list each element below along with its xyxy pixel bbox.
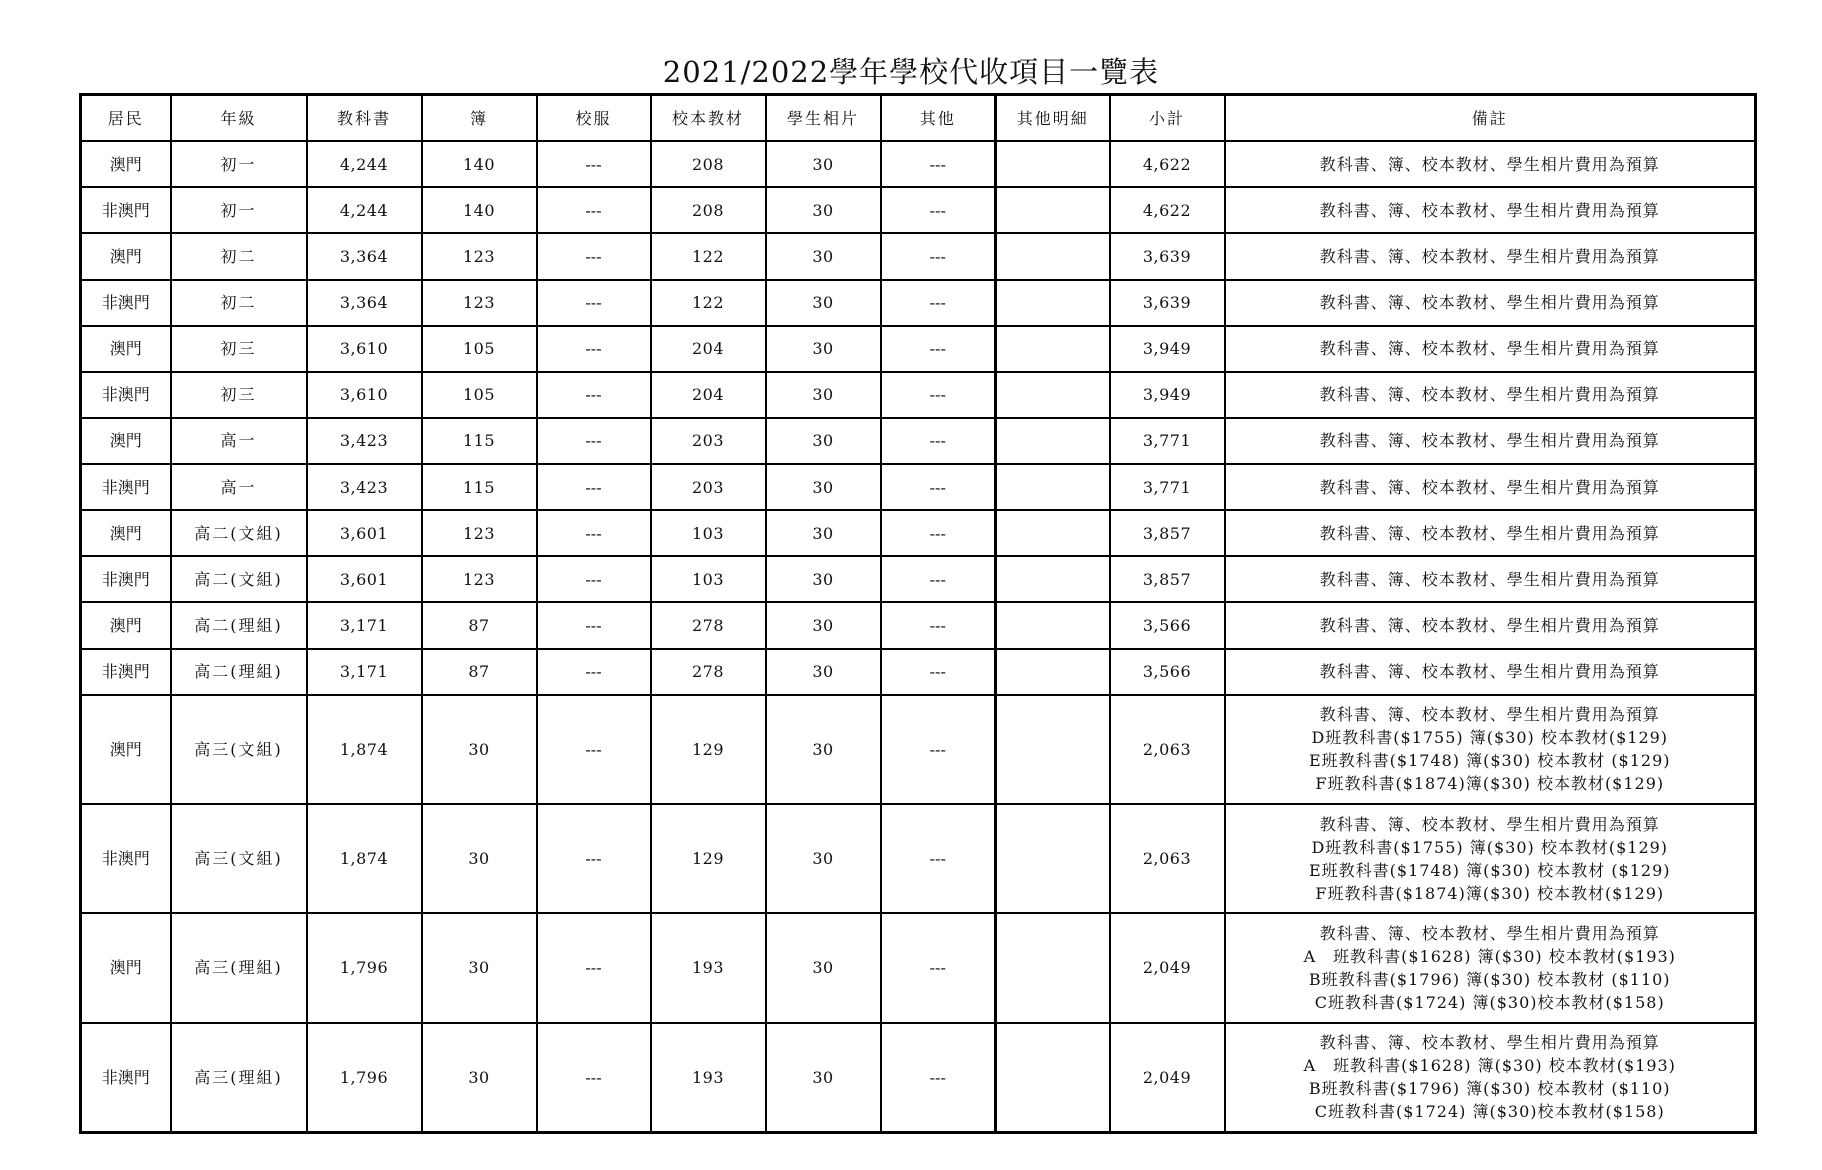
cell-uniform: --- [537, 556, 651, 602]
cell-subtotal: 2,063 [1110, 695, 1225, 804]
cell-resident: 非澳門 [81, 804, 171, 913]
header-grade: 年級 [171, 95, 307, 142]
remark-line: 教科書、簿、校本教材、學生相片費用為預算 [1319, 293, 1660, 313]
cell-photo: 30 [766, 187, 881, 233]
cell-subtotal: 3,857 [1110, 556, 1225, 602]
cell-remarks [1225, 602, 1756, 648]
cell-resident: 澳門 [81, 233, 171, 279]
cell-other-detail [996, 556, 1110, 602]
cell-other-detail [996, 510, 1110, 556]
remark-line: 教科書、簿、校本教材、學生相片費用為預算 [1319, 200, 1660, 220]
remark-line: 教科書、簿、校本教材、學生相片費用為預算 [1319, 431, 1660, 451]
cell-resident: 非澳門 [81, 649, 171, 695]
table-row [81, 187, 1756, 233]
cell-remarks [1225, 326, 1756, 372]
cell-notebook: 123 [422, 510, 537, 556]
cell-remarks [1225, 1023, 1756, 1133]
cell-school-material: 103 [651, 556, 766, 602]
cell-remarks [1225, 649, 1756, 695]
cell-other-detail [996, 695, 1110, 804]
cell-notebook: 123 [422, 233, 537, 279]
cell-other: --- [881, 326, 996, 372]
table-row [81, 280, 1756, 326]
cell-school-material: 278 [651, 602, 766, 648]
cell-notebook: 105 [422, 372, 537, 418]
header-school-material: 校本教材 [651, 95, 766, 142]
fee-table-body [81, 95, 1756, 1133]
cell-other: --- [881, 280, 996, 326]
cell-photo: 30 [766, 141, 881, 187]
cell-other-detail [996, 418, 1110, 464]
cell-photo: 30 [766, 326, 881, 372]
cell-notebook: 115 [422, 418, 537, 464]
cell-notebook: 87 [422, 649, 537, 695]
cell-notebook: 87 [422, 602, 537, 648]
cell-notebook: 30 [422, 1023, 537, 1133]
cell-remarks [1225, 418, 1756, 464]
table-row [81, 372, 1756, 418]
cell-uniform: --- [537, 510, 651, 556]
cell-textbook: 3,364 [307, 233, 422, 279]
cell-school-material: 193 [651, 913, 766, 1022]
cell-resident: 澳門 [81, 913, 171, 1022]
cell-other: --- [881, 141, 996, 187]
cell-school-material: 103 [651, 510, 766, 556]
remark-line: 教科書、簿、校本教材、學生相片費用為預算 [1319, 339, 1660, 359]
cell-remarks [1225, 372, 1756, 418]
cell-grade: 高二(文組) [171, 556, 307, 602]
cell-other-detail [996, 187, 1110, 233]
cell-school-material: 129 [651, 804, 766, 913]
cell-other-detail [996, 464, 1110, 510]
cell-resident: 非澳門 [81, 187, 171, 233]
cell-grade: 初三 [171, 326, 307, 372]
remark-line: D班教科書($1755) 簿($30) 校本教材($129) [1311, 728, 1669, 748]
cell-uniform: --- [537, 804, 651, 913]
table-row [81, 804, 1756, 913]
cell-notebook: 105 [422, 326, 537, 372]
cell-other: --- [881, 372, 996, 418]
header-resident: 居民 [81, 95, 171, 142]
cell-textbook: 3,423 [307, 464, 422, 510]
cell-resident: 澳門 [81, 418, 171, 464]
cell-photo: 30 [766, 464, 881, 510]
cell-subtotal: 3,857 [1110, 510, 1225, 556]
remark-line: 教科書、簿、校本教材、學生相片費用為預算 [1319, 385, 1660, 405]
remark-line: 教科書、簿、校本教材、學生相片費用為預算 [1319, 523, 1660, 543]
cell-remarks [1225, 187, 1756, 233]
cell-subtotal: 3,949 [1110, 372, 1225, 418]
table-row [81, 913, 1756, 1022]
cell-uniform: --- [537, 187, 651, 233]
cell-textbook: 4,244 [307, 187, 422, 233]
cell-remarks [1225, 510, 1756, 556]
table-row [81, 464, 1756, 510]
header-uniform: 校服 [537, 95, 651, 142]
cell-uniform: --- [537, 326, 651, 372]
table-row [81, 1023, 1756, 1133]
header-other-detail: 其他明細 [996, 95, 1110, 142]
header-subtotal: 小計 [1110, 95, 1225, 142]
cell-resident: 澳門 [81, 602, 171, 648]
cell-other: --- [881, 418, 996, 464]
header-photo: 學生相片 [766, 95, 881, 142]
cell-notebook: 140 [422, 187, 537, 233]
remark-line: 教科書、簿、校本教材、學生相片費用為預算 [1319, 477, 1660, 497]
cell-subtotal: 3,566 [1110, 649, 1225, 695]
table-row [81, 695, 1756, 804]
cell-school-material: 122 [651, 233, 766, 279]
cell-textbook: 3,423 [307, 418, 422, 464]
cell-other-detail [996, 141, 1110, 187]
cell-other-detail [996, 602, 1110, 648]
cell-uniform: --- [537, 913, 651, 1022]
cell-other-detail [996, 804, 1110, 913]
cell-photo: 30 [766, 556, 881, 602]
table-row [81, 233, 1756, 279]
cell-textbook: 3,364 [307, 280, 422, 326]
cell-school-material: 129 [651, 695, 766, 804]
remark-line: 教科書、簿、校本教材、學生相片費用為預算 [1319, 1033, 1660, 1053]
cell-photo: 30 [766, 510, 881, 556]
cell-other: --- [881, 510, 996, 556]
cell-resident: 非澳門 [81, 280, 171, 326]
header-row [81, 95, 1756, 142]
cell-notebook: 123 [422, 280, 537, 326]
cell-textbook: 1,874 [307, 695, 422, 804]
cell-grade: 高二(文組) [171, 510, 307, 556]
cell-grade: 初二 [171, 233, 307, 279]
cell-uniform: --- [537, 602, 651, 648]
cell-textbook: 4,244 [307, 141, 422, 187]
cell-photo: 30 [766, 695, 881, 804]
cell-photo: 30 [766, 602, 881, 648]
cell-photo: 30 [766, 1023, 881, 1133]
cell-grade: 初三 [171, 372, 307, 418]
cell-notebook: 140 [422, 141, 537, 187]
cell-grade: 初一 [171, 141, 307, 187]
remark-line: E班教科書($1748) 簿($30) 校本教材 ($129) [1308, 751, 1671, 771]
table-row [81, 556, 1756, 602]
remark-line: B班教科書($1796) 簿($30) 校本教材 ($110) [1308, 1079, 1671, 1099]
table-row [81, 326, 1756, 372]
cell-school-material: 203 [651, 418, 766, 464]
cell-uniform: --- [537, 280, 651, 326]
remark-line: E班教科書($1748) 簿($30) 校本教材 ($129) [1308, 860, 1671, 880]
cell-resident: 非澳門 [81, 464, 171, 510]
cell-photo: 30 [766, 418, 881, 464]
cell-textbook: 3,610 [307, 372, 422, 418]
cell-other: --- [881, 913, 996, 1022]
cell-other: --- [881, 187, 996, 233]
cell-uniform: --- [537, 1023, 651, 1133]
cell-other: --- [881, 695, 996, 804]
remark-line: C班教科書($1724) 簿($30)校本教材($158) [1314, 1102, 1665, 1122]
fee-table [79, 93, 1757, 1134]
cell-subtotal: 4,622 [1110, 187, 1225, 233]
remark-line: C班教科書($1724) 簿($30)校本教材($158) [1314, 992, 1665, 1012]
cell-grade: 高一 [171, 464, 307, 510]
cell-remarks [1225, 233, 1756, 279]
cell-photo: 30 [766, 913, 881, 1022]
cell-remarks [1225, 141, 1756, 187]
cell-uniform: --- [537, 464, 651, 510]
cell-uniform: --- [537, 233, 651, 279]
cell-photo: 30 [766, 372, 881, 418]
cell-subtotal: 2,063 [1110, 804, 1225, 913]
cell-uniform: --- [537, 418, 651, 464]
cell-other-detail [996, 649, 1110, 695]
cell-subtotal: 2,049 [1110, 913, 1225, 1022]
cell-subtotal: 2,049 [1110, 1023, 1225, 1133]
remark-line: D班教科書($1755) 簿($30) 校本教材($129) [1311, 837, 1669, 857]
cell-school-material: 204 [651, 372, 766, 418]
cell-subtotal: 3,771 [1110, 418, 1225, 464]
cell-other-detail [996, 913, 1110, 1022]
cell-remarks [1225, 804, 1756, 913]
cell-school-material: 208 [651, 187, 766, 233]
cell-uniform: --- [537, 141, 651, 187]
cell-other: --- [881, 649, 996, 695]
cell-subtotal: 3,771 [1110, 464, 1225, 510]
cell-other-detail [996, 326, 1110, 372]
cell-other: --- [881, 556, 996, 602]
cell-textbook: 1,796 [307, 913, 422, 1022]
cell-textbook: 1,874 [307, 804, 422, 913]
cell-other-detail [996, 372, 1110, 418]
cell-textbook: 3,601 [307, 556, 422, 602]
cell-other: --- [881, 602, 996, 648]
remark-line: 教科書、簿、校本教材、學生相片費用為預算 [1319, 246, 1660, 266]
cell-photo: 30 [766, 804, 881, 913]
cell-remarks [1225, 556, 1756, 602]
remark-line: A 班教科書($1628) 簿($30) 校本教材($193) [1303, 1056, 1676, 1076]
remark-line: 教科書、簿、校本教材、學生相片費用為預算 [1319, 923, 1660, 943]
header-other: 其他 [881, 95, 996, 142]
cell-school-material: 204 [651, 326, 766, 372]
remark-line: 教科書、簿、校本教材、學生相片費用為預算 [1319, 569, 1660, 589]
cell-school-material: 193 [651, 1023, 766, 1133]
cell-textbook: 3,601 [307, 510, 422, 556]
remark-line: 教科書、簿、校本教材、學生相片費用為預算 [1319, 814, 1660, 834]
cell-textbook: 3,171 [307, 649, 422, 695]
page-title: 2021/2022學年學校代收項目一覽表 [662, 55, 1160, 89]
cell-subtotal: 3,949 [1110, 326, 1225, 372]
cell-notebook: 123 [422, 556, 537, 602]
cell-other: --- [881, 804, 996, 913]
cell-remarks [1225, 280, 1756, 326]
cell-photo: 30 [766, 280, 881, 326]
cell-resident: 澳門 [81, 695, 171, 804]
remark-line: 教科書、簿、校本教材、學生相片費用為預算 [1319, 154, 1660, 174]
cell-other: --- [881, 1023, 996, 1133]
cell-subtotal: 3,639 [1110, 280, 1225, 326]
remark-line: A 班教科書($1628) 簿($30) 校本教材($193) [1303, 946, 1676, 966]
table-row [81, 510, 1756, 556]
cell-uniform: --- [537, 649, 651, 695]
cell-uniform: --- [537, 695, 651, 804]
cell-other: --- [881, 233, 996, 279]
cell-grade: 高一 [171, 418, 307, 464]
cell-notebook: 30 [422, 695, 537, 804]
remark-line: B班教科書($1796) 簿($30) 校本教材 ($110) [1308, 969, 1671, 989]
cell-textbook: 1,796 [307, 1023, 422, 1133]
remark-line: 教科書、簿、校本教材、學生相片費用為預算 [1319, 615, 1660, 635]
cell-resident: 非澳門 [81, 1023, 171, 1133]
cell-other-detail [996, 1023, 1110, 1133]
cell-grade: 高三(理組) [171, 1023, 307, 1133]
cell-resident: 澳門 [81, 326, 171, 372]
cell-textbook: 3,610 [307, 326, 422, 372]
remark-line: F班教科書($1874)簿($30) 校本教材($129) [1315, 774, 1665, 794]
cell-grade: 高二(理組) [171, 649, 307, 695]
cell-other-detail [996, 233, 1110, 279]
cell-grade: 高三(文組) [171, 804, 307, 913]
header-notebook: 簿 [422, 95, 537, 142]
cell-grade: 初二 [171, 280, 307, 326]
cell-remarks [1225, 695, 1756, 804]
cell-school-material: 122 [651, 280, 766, 326]
cell-school-material: 208 [651, 141, 766, 187]
cell-photo: 30 [766, 649, 881, 695]
cell-notebook: 30 [422, 804, 537, 913]
table-row [81, 649, 1756, 695]
table-row [81, 141, 1756, 187]
cell-other-detail [996, 280, 1110, 326]
cell-textbook: 3,171 [307, 602, 422, 648]
cell-photo: 30 [766, 233, 881, 279]
cell-remarks [1225, 913, 1756, 1022]
cell-resident: 澳門 [81, 141, 171, 187]
remark-line: F班教科書($1874)簿($30) 校本教材($129) [1315, 883, 1665, 903]
cell-resident: 非澳門 [81, 372, 171, 418]
cell-school-material: 278 [651, 649, 766, 695]
cell-subtotal: 3,639 [1110, 233, 1225, 279]
cell-school-material: 203 [651, 464, 766, 510]
cell-resident: 非澳門 [81, 556, 171, 602]
header-remarks: 備註 [1225, 95, 1756, 142]
cell-grade: 初一 [171, 187, 307, 233]
cell-grade: 高二(理組) [171, 602, 307, 648]
cell-resident: 澳門 [81, 510, 171, 556]
cell-grade: 高三(文組) [171, 695, 307, 804]
cell-uniform: --- [537, 372, 651, 418]
cell-remarks [1225, 464, 1756, 510]
cell-notebook: 115 [422, 464, 537, 510]
cell-subtotal: 3,566 [1110, 602, 1225, 648]
cell-notebook: 30 [422, 913, 537, 1022]
remark-line: 教科書、簿、校本教材、學生相片費用為預算 [1319, 705, 1660, 725]
cell-subtotal: 4,622 [1110, 141, 1225, 187]
remark-line: 教科書、簿、校本教材、學生相片費用為預算 [1319, 662, 1660, 682]
table-row [81, 418, 1756, 464]
cell-grade: 高三(理組) [171, 913, 307, 1022]
table-row [81, 602, 1756, 648]
cell-other: --- [881, 464, 996, 510]
header-textbook: 教科書 [307, 95, 422, 142]
